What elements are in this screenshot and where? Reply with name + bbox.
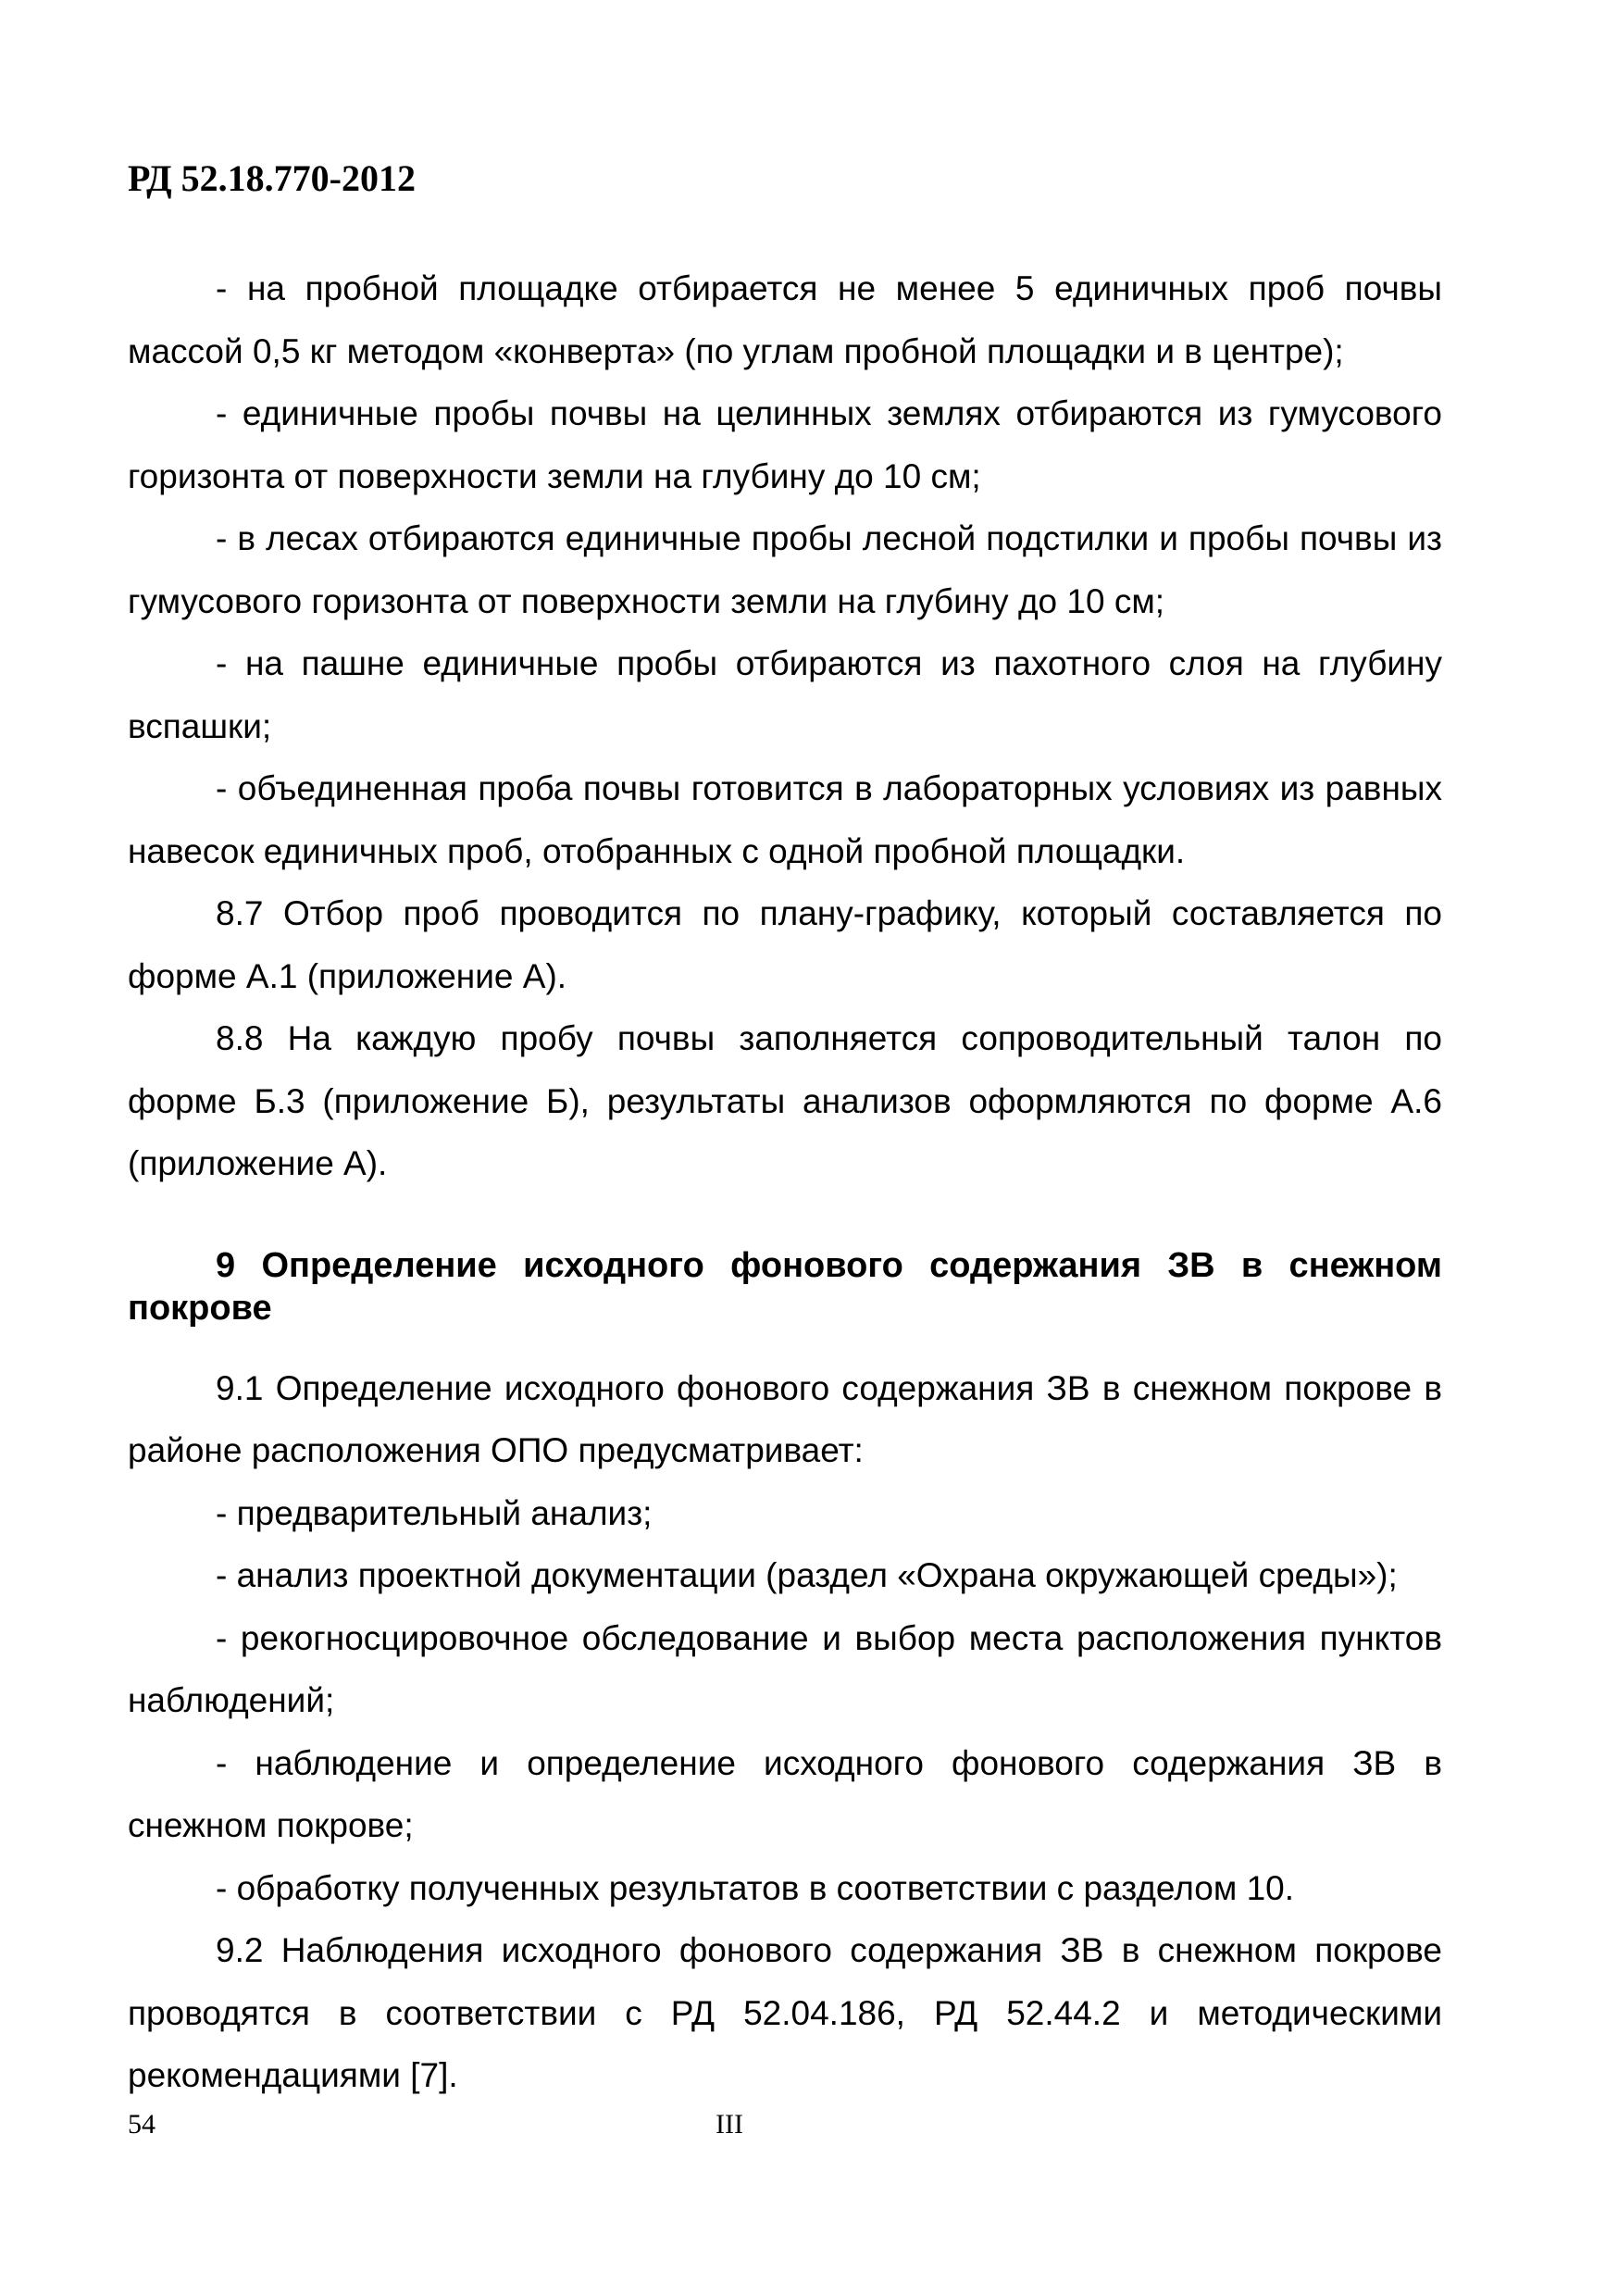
paragraph: 8.8 На каждую пробу почвы заполняется сопроводительный талон по форме Б.3 (приложение Б), результаты анализов оформляются по форме А.6 (приложение А).	[128, 1019, 1442, 1182]
paragraph: - предварительный анализ;	[216, 1493, 653, 1532]
paragraph: - рекогносцировочное обследование и выбор места расположения пунктов наблюдений;	[128, 1618, 1442, 1719]
paragraph: 8.7 Отбор проб проводится по плану-графику, который составляется по форме А.1 (приложение А).	[128, 894, 1442, 995]
paragraph: - в лесах отбираются единичные пробы лесной подстилки и пробы почвы из гумусового горизонта от поверхности земли на глубину до 10 см;	[128, 519, 1442, 620]
paragraph: - на пробной площадке отбирается не менее 5 единичных проб почвы массой 0,5 кг методом «конверта» (по углам пробной площадки и в центре);	[128, 269, 1442, 370]
paragraph: - объединенная проба почвы готовится в лабораторных условиях из равных навесок единичных проб, отобранных с одной пробной площадки.	[128, 769, 1442, 870]
paragraph: 9.1 Определение исходного фонового содержания ЗВ в снежном покрове в районе расположения ОПО предусматривает:	[128, 1368, 1442, 1469]
paragraph: 9.2 Наблюдения исходного фонового содержания ЗВ в снежном покрове проводятся в соответствии с РД 52.04.186, РД 52.44.2 и методическими рекомендациями [7].	[128, 1931, 1442, 2094]
section-heading: 9 Определение исходного фонового содержания ЗВ в снежном покрове	[128, 1245, 1442, 1328]
body-text	[128, 257, 1442, 2107]
document-code: РД 52.18.770-2012	[128, 157, 416, 199]
paragraph: - обработку полученных результатов в соответствии с разделом 10.	[216, 1868, 1295, 1907]
paragraph: - наблюдение и определение исходного фонового содержания ЗВ в снежном покрове;	[128, 1743, 1442, 1844]
series-marker: III	[716, 2109, 743, 2140]
paragraph: - на пашне единичные пробы отбираются из пахотного слоя на глубину вспашки;	[128, 644, 1442, 745]
paragraph: - единичные пробы почвы на целинных землях отбираются из гумусового горизонта от поверхности земли на глубину до 10 см;	[128, 394, 1442, 495]
page-number: 54	[128, 2109, 156, 2140]
paragraph: - анализ проектной документации (раздел «Охрана окружающей среды»);	[216, 1556, 1398, 1594]
